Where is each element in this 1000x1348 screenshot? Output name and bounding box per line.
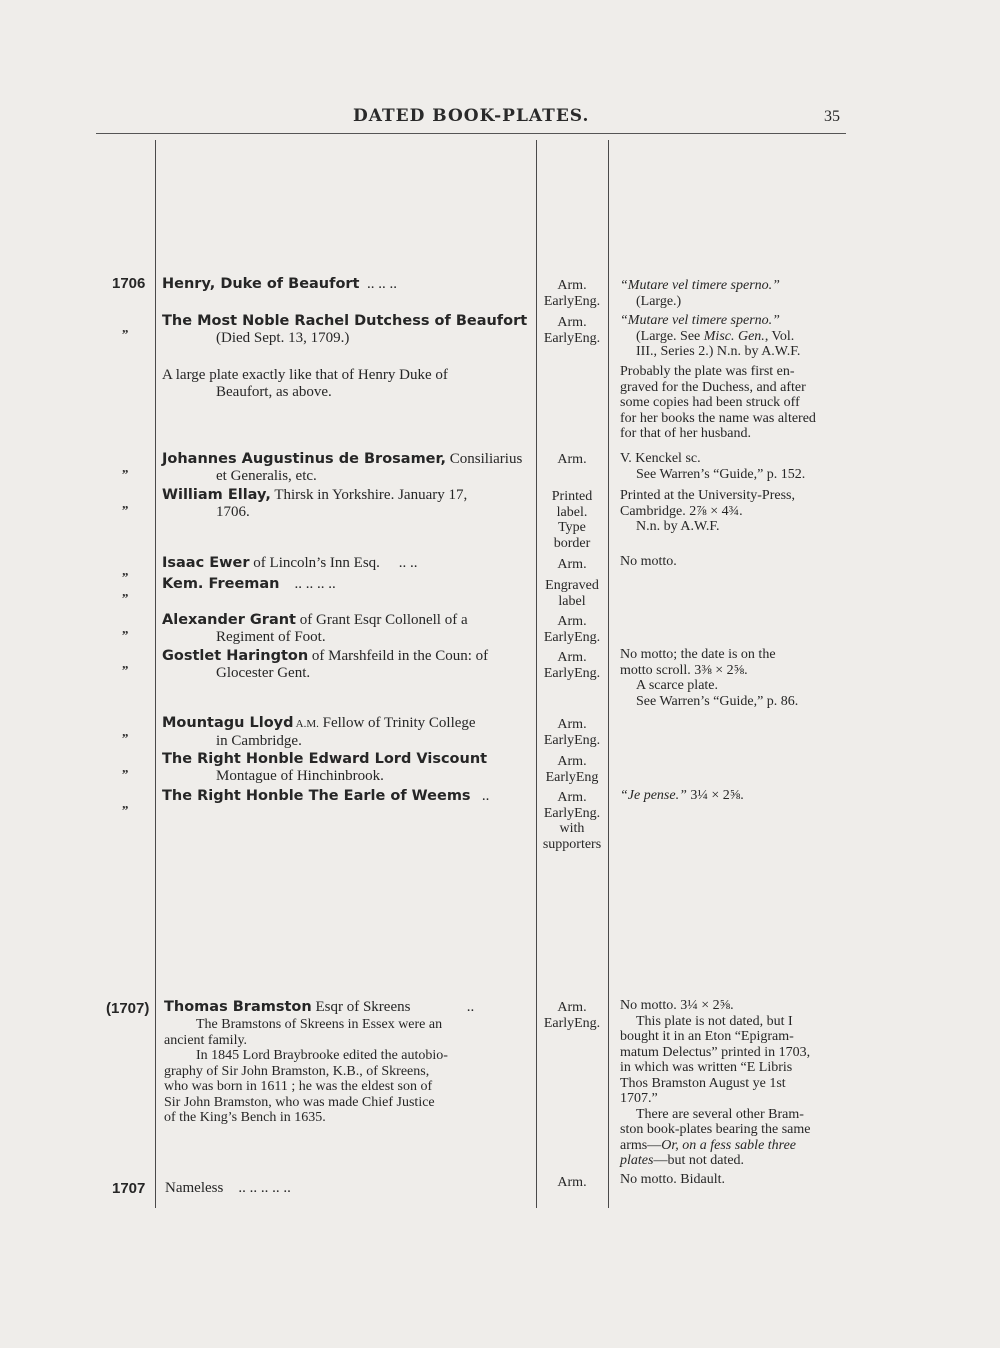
column-rule-style	[608, 140, 609, 1208]
entry-style: Arm. EarlyEng.	[543, 278, 601, 309]
entry-style: Arm.	[557, 452, 587, 467]
ditto-mark: „	[122, 584, 130, 599]
entry-name: Thomas Bramston Esqr of Skreens ..	[164, 999, 475, 1015]
entry-name: The Right Honble Edward Lord Viscount Montague of Hinchinbrook.	[162, 751, 488, 784]
entry-name: The Right Honble The Earle of Weems ..	[162, 788, 490, 804]
entry-style: Arm. EarlyEng.	[543, 315, 601, 346]
ditto-mark: „	[122, 320, 130, 335]
entry-remark: No motto; the date is on the motto scroll. 3⅜ × 2⅝. A scarce plate. See Warren’s “Guide,” p. 86.	[620, 647, 799, 709]
ditto-mark: „	[122, 496, 130, 511]
entry-note: The Bramstons of Skreens in Essex were an ancient family. In 1845 Lord Braybrooke edited the autobio- graphy of Sir John Bramston, K.B., of Skreens, who was born in 1611 ; he was the eldest son of Sir John Bramston, who was made Chief Justice of the King’s Bench in 1635.	[164, 1017, 448, 1125]
ditto-mark: „	[122, 724, 130, 739]
header-rule	[96, 133, 846, 134]
entry-remark: “Mutare vel timere sperno.” (Large. See Misc. Gen., Vol. III., Series 2.) N.n. by A.W.F.	[620, 313, 801, 359]
entry-year: 1707	[112, 1180, 146, 1197]
entry-name: Mountagu Lloyd A.M. Fellow of Trinity College in Cambridge.	[162, 715, 476, 749]
entry-style: Arm. EarlyEng. with supporters	[542, 790, 602, 852]
ditto-mark: „	[122, 760, 130, 775]
entry-remark: Probably the plate was first en- graved for the Duchess, and after some copies had been struck off for her books the name was altered for that of her husband.	[620, 364, 816, 441]
entry-name: Johannes Augustinus de Brosamer, Consiliarius et Generalis, etc.	[162, 451, 523, 484]
entry-style: Arm.	[557, 1175, 587, 1190]
entry-remark: No motto.	[620, 554, 677, 569]
entry-name: Kem. Freeman .. .. .. ..	[162, 576, 336, 592]
entry-name: Isaac Ewer of Lincoln’s Inn Esq. .. ..	[162, 555, 418, 571]
entry-style: Arm. EarlyEng	[545, 754, 599, 785]
entry-remark: No motto. 3¼ × 2⅝. This plate is not dated, but I bought it in an Eton “Epigram- matum Delectus” printed in 1703, in which was written “E Libris Thos Bramston August ye 1st 1707.” There are several other Bram- ston book-plates bearing the same arms—Or, on a fess sable three plates—but not dated.	[620, 998, 811, 1168]
entry-name: Alexander Grant of Grant Esqr Collonell of a Regiment of Foot.	[162, 612, 468, 645]
entry-style: Arm. EarlyEng.	[543, 614, 601, 645]
entry-name: Gostlet Harington of Marshfeild in the Coun: of Glocester Gent.	[162, 648, 489, 681]
entry-style: Arm. EarlyEng.	[543, 717, 601, 748]
page-number: 35	[824, 108, 840, 125]
entry-remark: No motto. Bidault.	[620, 1172, 725, 1187]
entry-style: Engraved label	[545, 578, 599, 609]
ditto-mark: „	[122, 796, 130, 811]
entry-remark: Printed at the University-Press, Cambridge. 2⅞ × 4¾. N.n. by A.W.F.	[620, 488, 795, 534]
entry-name: William Ellay, Thirsk in Yorkshire. January 17, 1706.	[162, 487, 468, 520]
entry-name: Henry, Duke of Beaufort .. .. ..	[162, 276, 397, 292]
entry-style: Arm. EarlyEng.	[543, 650, 601, 681]
column-rule-year	[155, 140, 156, 1208]
entry-note: A large plate exactly like that of Henry Duke of Beaufort, as above.	[162, 367, 448, 400]
entry-year: (1707)	[106, 1000, 150, 1017]
ditto-mark: „	[122, 563, 130, 578]
ditto-mark: „	[122, 460, 130, 475]
entry-name: Nameless .. .. .. .. ..	[165, 1180, 291, 1196]
entry-style: Arm. EarlyEng.	[543, 1000, 601, 1031]
page-title: DATED BOOK-PLATES.	[353, 106, 590, 126]
ditto-mark: „	[122, 656, 130, 671]
entry-style: Printed label. Type border	[551, 489, 593, 551]
entry-style: Arm.	[557, 557, 587, 572]
entry-remark: V. Kenckel sc. See Warren’s “Guide,” p. 152.	[620, 451, 806, 482]
ditto-mark: „	[122, 621, 130, 636]
entry-remark: “Mutare vel timere sperno.” (Large.)	[620, 278, 780, 309]
entry-remark: “Je pense.” 3¼ × 2⅝.	[620, 788, 744, 803]
entry-name: The Most Noble Rachel Dutchess of Beaufort (Died Sept. 13, 1709.)	[162, 313, 528, 346]
entry-year: 1706	[112, 275, 146, 292]
